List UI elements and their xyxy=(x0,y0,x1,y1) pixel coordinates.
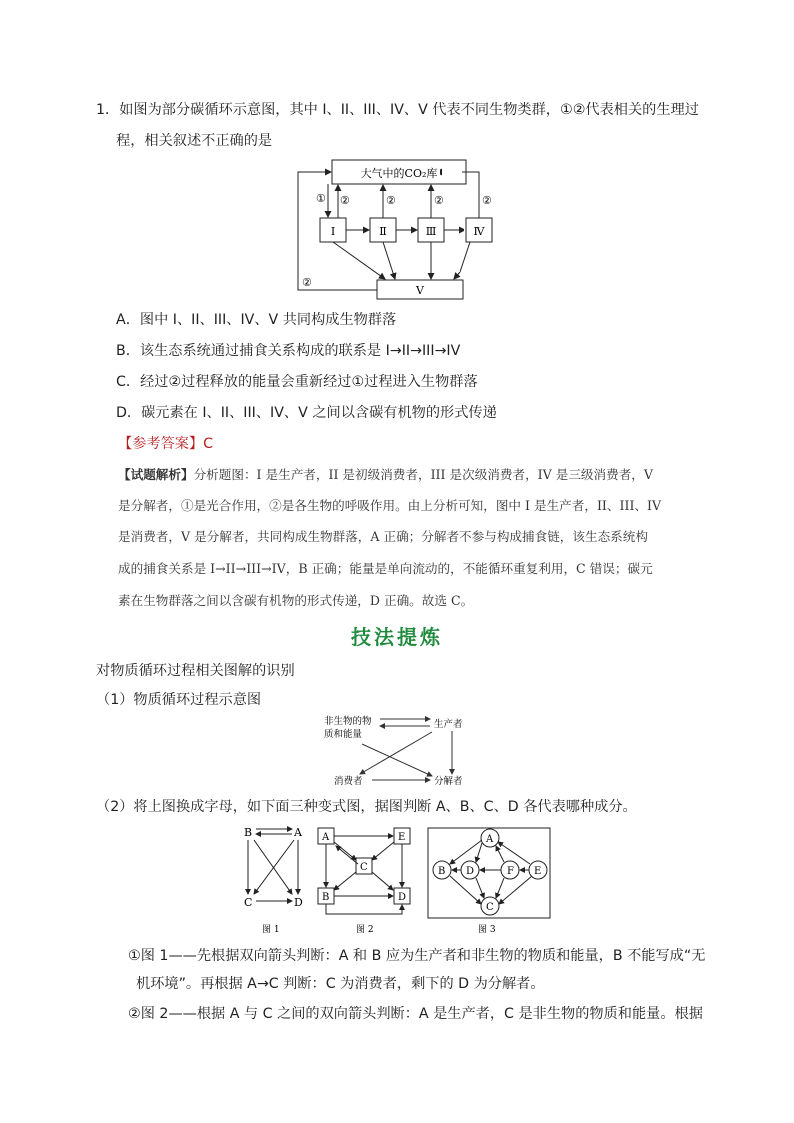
fig3-letter-A: A xyxy=(486,834,494,845)
consumer-label: 消费者 xyxy=(334,776,363,787)
section-title: 技法提炼 xyxy=(351,625,443,649)
analysis-line-5: 素在生物群落之间以含碳有机物的形式传递，D 正确。故选 C。 xyxy=(118,593,474,608)
producer-label: 生产者 xyxy=(434,719,463,730)
analysis-line-4: 成的捕食关系是 I→II→III→IV，B 正确；能量是单向流动的，不能循环重复利用，C 错误；碳元 xyxy=(118,561,653,576)
skill-item-2: （2）将上图换成字母，如下面三种变式图，据图判断 A、B、C、D 各代表哪种成分。 xyxy=(96,799,637,815)
fig2-caption: 图 2 xyxy=(356,925,374,935)
answer-line xyxy=(118,434,213,454)
carbon-cycle-diagram-right xyxy=(460,154,504,302)
option-b: B．该生态系统通过捕食关系构成的联系是 I→II→III→IV xyxy=(116,343,461,359)
note-2-line-1: ②图 2——根据 A 与 C 之间的双向箭头判断：A 是生产者，C 是非生物的物质和能量。根据 xyxy=(128,1006,703,1022)
figure-2 xyxy=(312,824,418,936)
box-IV-label: Ⅳ xyxy=(473,225,485,238)
fig3-caption: 图 3 xyxy=(478,925,496,935)
analysis-label: 【试题解析】 xyxy=(118,467,194,482)
abiotic-label-2: 质和能量 xyxy=(324,729,363,740)
mark-1: ① xyxy=(316,192,326,205)
material-cycle-diagram xyxy=(320,712,480,790)
co2-pool-label: 大气中的CO₂库 xyxy=(360,167,438,180)
abiotic-label-1: 非生物的物 xyxy=(324,716,372,727)
box-II-label: Ⅱ xyxy=(379,225,387,238)
mark-2-b: ② xyxy=(386,194,396,207)
answer-label: 【参考答案】 xyxy=(118,436,204,452)
fig2-letter-C: C xyxy=(360,862,368,873)
fig2-letter-B: B xyxy=(322,892,330,903)
decomposer-label: 分解者 xyxy=(434,776,463,787)
fig3-letter-C: C xyxy=(486,902,494,913)
fig3-letter-E: E xyxy=(534,866,542,877)
mark-2-a: ② xyxy=(340,194,350,207)
note-1-line-2: 机环境”。再根据 A→C 判断：C 为消费者，剩下的 D 为分解者。 xyxy=(136,976,545,992)
answer-value: C xyxy=(203,436,214,452)
fig1-caption: 图 1 xyxy=(262,925,280,935)
fig2-letter-A: A xyxy=(322,832,330,843)
option-d: D．碳元素在 I、II、III、IV、V 之间以含碳有机物的形式传递 xyxy=(116,405,497,421)
analysis-text-1: 分析题图：I 是生产者，II 是初级消费者，III 是次级消费者，IV 是三级消费者，V xyxy=(193,467,653,482)
option-a: A．图中 I、II、III、IV、V 共同构成生物群落 xyxy=(116,312,397,328)
note-1-line-1: ①图 1——先根据双向箭头判断：A 和 B 应为生产者和非生物的物质和能量，B 不能写成“无 xyxy=(128,948,706,964)
analysis-line-3: 是消费者，V 是分解者，共同构成生物群落，A 正确；分解者不参与构成捕食链，该生态系统构 xyxy=(118,529,648,544)
fig3-letter-B: B xyxy=(438,866,446,877)
analysis-line-1 xyxy=(118,466,653,484)
question-line-2: 程，相关叙述不正确的是 xyxy=(116,133,273,149)
arrow-connectors xyxy=(440,154,464,302)
box-V-label: Ⅴ xyxy=(416,284,424,297)
question-line-1: 1．如图为部分碳循环示意图，其中 I、II、III、IV、V 代表不同生物类群，①②代表相关的生理过 xyxy=(96,102,699,118)
mark-2-d: ② xyxy=(302,276,312,289)
fig2-letter-D: D xyxy=(398,892,407,903)
analysis-line-2: 是分解者，①是光合作用，②是各生物的呼吸作用。由上分析可知，图中 I 是生产者，II、III、IV xyxy=(118,498,662,513)
skill-intro: 对物质循环过程相关图解的识别 xyxy=(96,663,295,679)
fig1-letter-A: A xyxy=(294,826,302,839)
figure-3 xyxy=(424,824,554,936)
option-c: C．经过②过程释放的能量会重新经过①过程进入生物群落 xyxy=(116,374,478,390)
fig1-letter-B: B xyxy=(244,826,253,839)
mark-2-c: ② xyxy=(434,194,444,207)
fig1-letter-D: D xyxy=(294,896,303,909)
fig1-letter-C: C xyxy=(244,896,253,909)
box-I-label: Ⅰ xyxy=(330,225,336,238)
fig3-letter-F: F xyxy=(507,866,514,877)
fig2-letter-E: E xyxy=(398,832,406,843)
mark-2-e: ② xyxy=(482,194,492,207)
fig3-letter-D: D xyxy=(466,866,475,877)
figure-1 xyxy=(240,824,310,936)
box-III-label: Ⅲ xyxy=(425,225,437,238)
skill-item-1: （1）物质循环过程示意图 xyxy=(96,692,262,708)
